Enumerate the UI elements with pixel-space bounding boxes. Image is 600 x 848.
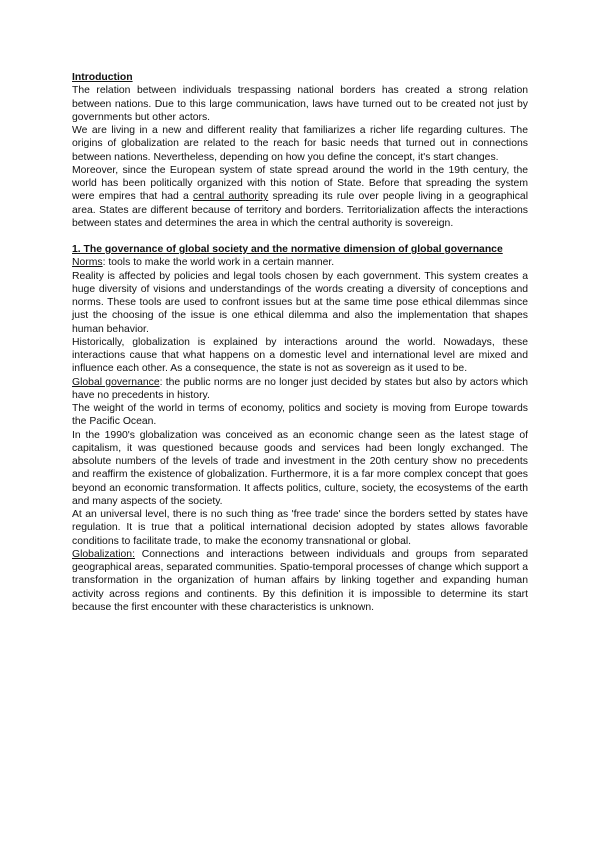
reality-paragraph: Reality is affected by policies and legal tools chosen by each government. This system creates a huge diversity of visions and understandings of the words creating a diversity of conceptions and norms. These tools are used to confront issues but at the same time pose ethical dilemmas since just the choosing of the issue is one ethical dilemma and also the implementation that shapes human behavior. [72,270,528,335]
global-governance-text: : the public norms are no longer just decided by states but also by actors which have no precedents in history. [72,376,528,401]
globalization-text: Connections and interactions between individuals and groups from separated geographical areas, separated communities. Spatio-temporal processes of change which support a transformation in the organization of human affairs by linking together and expanding human activity across regions and continents. By this definition it is impossible to determine its start because the first encounter with these characteristics is unknown. [72,548,528,613]
intro-paragraph-2: We are living in a new and different reality that familiarizes a richer life regarding cultures. The origins of globalization are related to the reach for basic needs that turned out in connections between nations. Nevertheless, depending on how you define the concept, it's start changes. [72,125,528,163]
nineties-paragraph: In the 1990's globalization was conceived as an economic change seen as the latest stage of capitalism, it was questioned because goods and services had been longly exchanged. The absolute numbers of the levels of trade and investment in the 20th century show no precedents and reaffirm the existence of globalization. Furthermore, it is a far more complex concept that goes beyond an economic transformation. It affects politics, culture, society, the ecosystems of the earth and many aspects of the society. [72,429,528,507]
global-governance-definition [72,376,528,403]
central-authority-term: central authority [193,191,269,203]
introduction-heading: Introduction [72,72,133,83]
document-body [72,71,528,614]
intro-paragraph-3-end: spreading its rule over people living in a geographical area. States are different because of territory and borders. Territorialization affects the interactions between states and determines the area in which the central authority is sovereign. [72,191,528,229]
intro-paragraph-3 [72,164,528,230]
globalization-definition [72,548,528,614]
globalization-term: Globalization: [72,548,135,560]
norms-text: : tools to make the world work in a certain manner. [102,257,335,269]
norms-definition [72,256,528,269]
intro-paragraph-1: The relation between individuals trespassing national borders has created a strong relation between nations. Due to this large communication, laws have turned out to be created not just by governments but other actors. [72,85,528,123]
universal-level-paragraph: At an universal level, there is no such thing as 'free trade' since the borders setted by states have regulation. It is true that a political international decision adopted by states allows favorable conditions to facilitate trade, to make the economy transnational or global. [72,509,528,547]
section-1-heading: 1. The governance of global society and the normative dimension of global governance [72,244,503,255]
weight-paragraph: The weight of the world in terms of economy, politics and society is moving from Europe towards the Pacific Ocean. [72,403,528,428]
norms-term: Norms [72,257,103,269]
global-governance-term: Global governance [72,376,160,388]
intro-paragraph-3-start: Moreover, since the European system of state spread around the world in the 19th century, the world has been politically organized with this notion of State. Before that spreading the system were empires that had a [72,164,528,203]
historically-paragraph: Historically, globalization is explained by interactions around the world. Nowadays, these interactions cause that what happens on a domestic level and international level are mixed and influence each other. As a consequence, the state is not as sovereign as it used to be. [72,336,528,375]
